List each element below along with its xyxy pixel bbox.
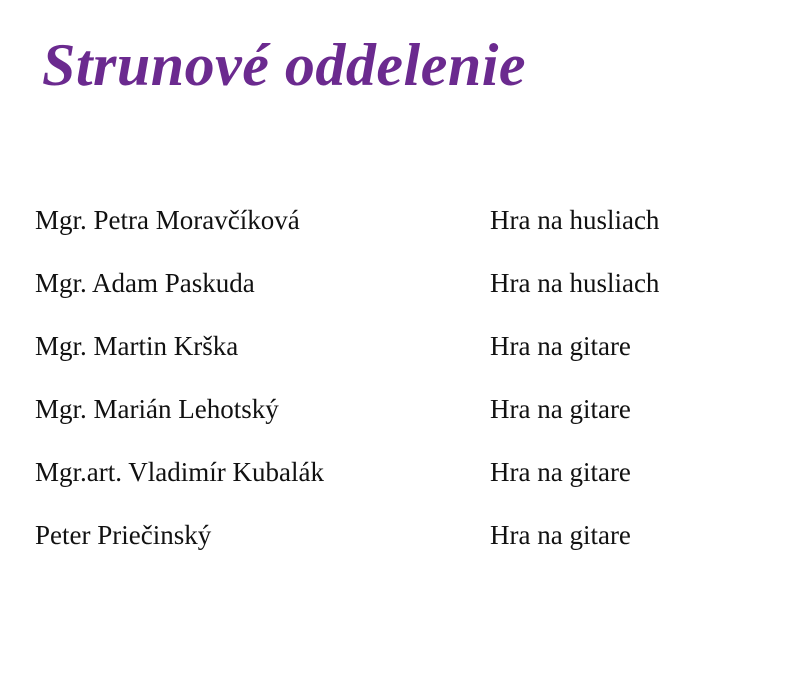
teacher-name: Peter Priečinský [35, 520, 212, 550]
teacher-subject: Hra na husliach [490, 268, 660, 298]
teacher-subject: Hra na gitare [490, 457, 631, 487]
table-row [30, 394, 750, 457]
teacher-name: Mgr. Adam Paskuda [35, 268, 255, 298]
table-row [30, 457, 750, 520]
teacher-name: Mgr. Marián Lehotský [35, 394, 279, 424]
table-row [30, 331, 750, 394]
teacher-subject: Hra na gitare [490, 520, 631, 550]
teacher-name: Mgr.art. Vladimír Kubalák [35, 457, 324, 487]
teacher-subject: Hra na husliach [490, 205, 660, 235]
teacher-subject: Hra na gitare [490, 331, 631, 361]
table-row [30, 520, 750, 551]
teacher-name: Mgr. Martin Krška [35, 331, 239, 361]
table-row [30, 268, 750, 331]
page-title: Strunové oddelenie [42, 32, 526, 98]
staff-list-table [30, 205, 750, 551]
teacher-name: Mgr. Petra Moravčíková [35, 205, 300, 235]
table-row [30, 205, 750, 268]
teacher-subject: Hra na gitare [490, 394, 631, 424]
